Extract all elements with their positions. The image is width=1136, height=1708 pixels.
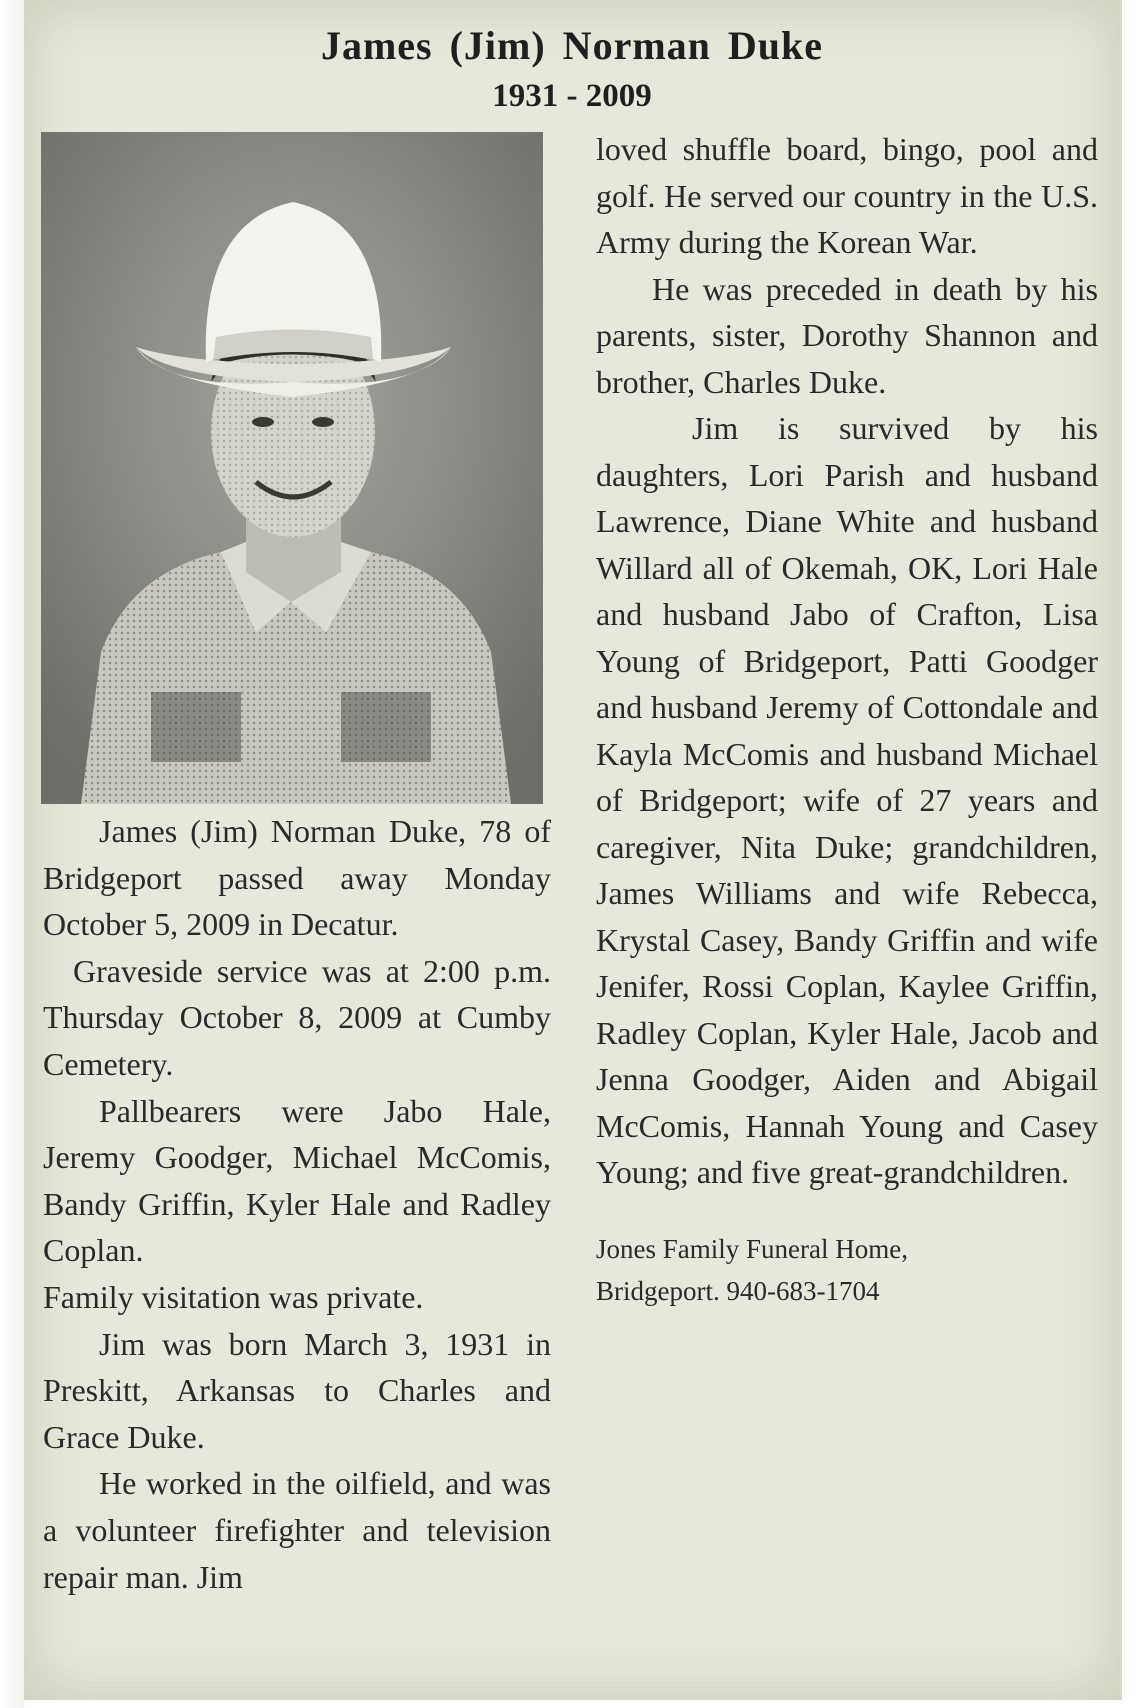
funeral-home-name: Jones Family Funeral Home, bbox=[596, 1233, 908, 1264]
paragraph-death-notice: James (Jim) Norman Duke, 78 of Bridgeport passed away Monday October 5, 2009 in Decatur. bbox=[43, 813, 551, 943]
paragraph-pallbearers: Pallbearers were Jabo Hale, Jeremy Goodger, Michael McComis, Bandy Griffin, Kyler Hale and Radley Coplan. bbox=[43, 1092, 551, 1269]
paragraph-hobbies: loved shuffle board, bingo, pool and golf. He served our country in the U.S. Army during the Korean War. bbox=[596, 131, 1098, 260]
paragraph-visitation: Family visitation was private. bbox=[43, 1278, 424, 1315]
paragraph-survivors: Jim is survived by his daughters, Lori Parish and husband Lawrence, Diane White and husband Willard all of Okemah, OK, Lori Hale and husband Jabo of Crafton, Lisa Young of Bridgeport, Patti Goodger and husband Jeremy of Cottondale and Kayla McComis and husband Michael of Bridgeport; wife of 27 years and caregiver, Nita Duke; grandchildren, James Williams and wife Rebecca, Krystal Casey, Bandy Griffin and wife Jenifer, Rossi Coplan, Kaylee Griffin, Radley Coplan, Kyler Hale, Jacob and Jenna Goodger, Aiden and Abigail McComis, Hannah Young and Casey Young; and five great-grandchildren. bbox=[596, 410, 1098, 1190]
paragraph-work: He worked in the oilfield, and was a volunteer firefighter and television repair man. Jim bbox=[43, 1465, 551, 1595]
left-column bbox=[43, 808, 551, 1600]
paragraph-preceded: He was preceded in death by his parents, sister, Dorothy Shannon and brother, Charles Duke. bbox=[596, 270, 1098, 400]
paragraph-service: Graveside service was at 2:00 p.m. Thursday October 8, 2009 at Cumby Cemetery. bbox=[43, 952, 551, 1082]
right-column bbox=[596, 126, 1098, 1312]
portrait-illustration bbox=[41, 132, 543, 804]
portrait-photo bbox=[41, 132, 543, 804]
obituary-title: James (Jim) Norman Duke bbox=[320, 23, 824, 68]
paragraph-birth: Jim was born March 3, 1931 in Preskitt, Arkansas to Charles and Grace Duke. bbox=[43, 1325, 551, 1455]
obituary-dates: 1931 - 2009 bbox=[492, 78, 652, 114]
funeral-home-credit bbox=[596, 1228, 1098, 1312]
page-edge bbox=[0, 0, 24, 1708]
funeral-home-contact: Bridgeport. 940-683-1704 bbox=[596, 1275, 880, 1306]
